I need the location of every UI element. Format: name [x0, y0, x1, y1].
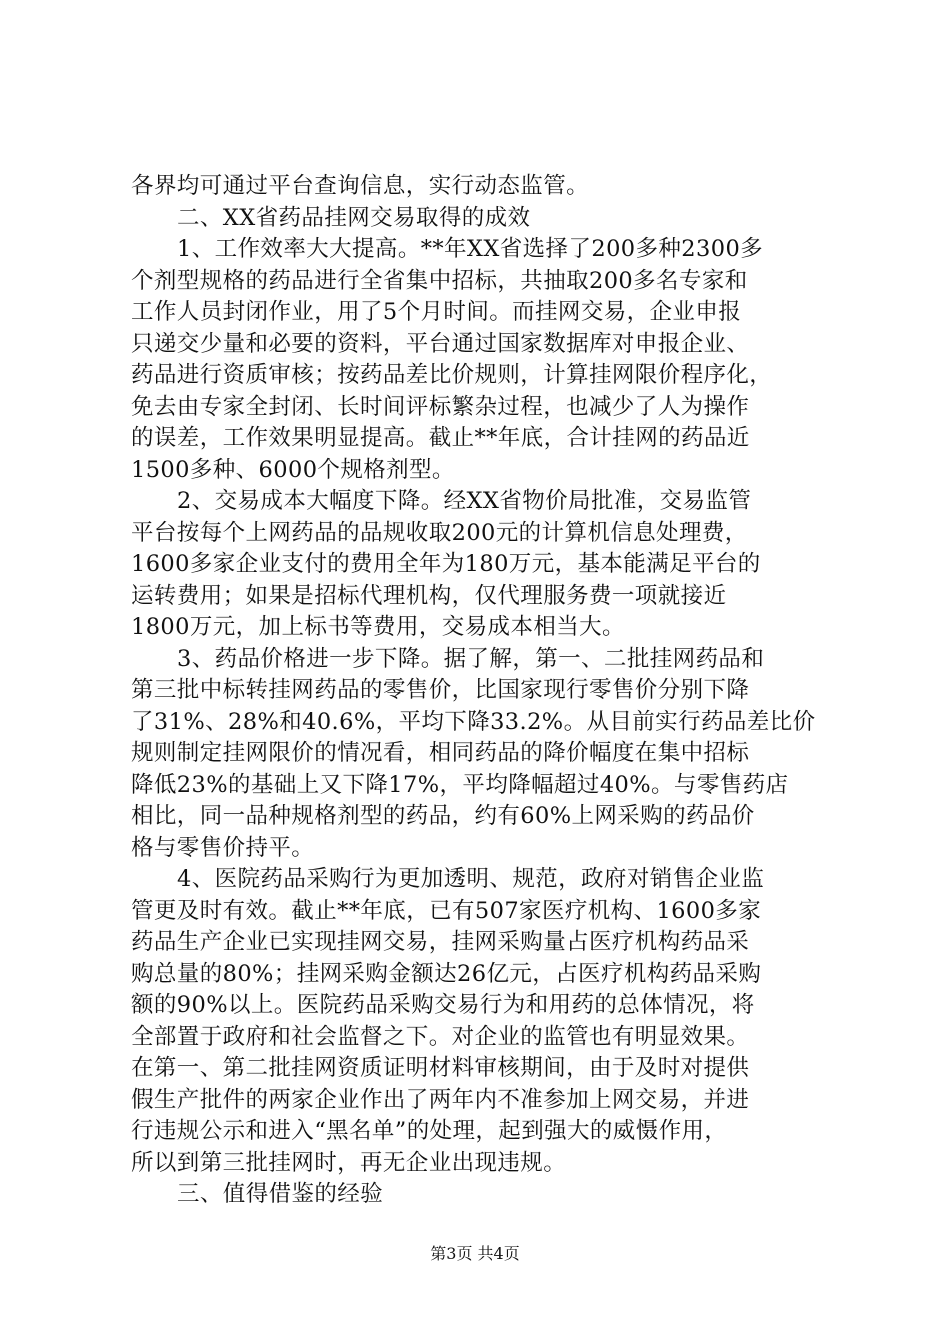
body-line: 第三批中标转挂网药品的零售价，比国家现行零售价分别下降 [131, 677, 750, 703]
body-line: 各界均可通过平台查询信息，实行动态监管。 [131, 173, 590, 199]
body-line: 的误差，工作效果明显提高。截止**年底，合计挂网的药品近 [131, 425, 750, 451]
body-line: 运转费用；如果是招标代理机构，仅代理服务费一项就接近 [131, 582, 727, 609]
body-line: 2、交易成本大幅度下降。经XX省物价局批准，交易监管 [177, 488, 752, 514]
body-line: 规则制定挂网限价的情况看，相同药品的降价幅度在集中招标 [131, 740, 750, 766]
page-footer: 第3页 共4页 [430, 1244, 520, 1263]
body-line: 1800万元，加上标书等费用，交易成本相当大。 [131, 614, 625, 640]
body-line: 管更及时有效。截止**年底，已有507家医疗机构、1600多家 [131, 897, 762, 924]
body-line: 3、药品价格进一步下降。据了解，第一、二批挂网药品和 [177, 645, 765, 672]
body-line: 行违规公示和进入“黑名单”的处理，起到强大的威慑作用， [131, 1118, 728, 1144]
body-line: 免去由专家全封闭、长时间评标繁杂过程，也减少了人为操作 [131, 393, 750, 420]
body-line: 药品生产企业已实现挂网交易，挂网采购量占医疗机构药品采 [131, 929, 750, 955]
body-line: 假生产批件的两家企业作出了两年内不准参加上网交易，并进 [131, 1086, 750, 1113]
body-line: 额的90%以上。医院药品采购交易行为和用药的总体情况，将 [131, 992, 755, 1018]
body-line: 1600多家企业支付的费用全年为180万元，基本能满足平台的 [131, 551, 761, 577]
body-line: 4、医院药品采购行为更加透明、规范，政府对销售企业监 [177, 866, 765, 892]
body-line: 降低23%的基础上又下降17%，平均降幅超过40%。与零售药店 [131, 771, 789, 798]
body-line: 平台按每个上网药品的品规收取200元的计算机信息处理费， [131, 519, 748, 546]
body-line: 1、工作效率大大提高。**年XX省选择了200多种2300多 [177, 236, 764, 262]
body-line: 格与零售价持平。 [131, 834, 315, 861]
body-line: 工作人员封闭作业，用了5个月时间。而挂网交易，企业申报 [131, 299, 742, 325]
body-line: 药品进行资质审核；按药品差比价规则，计算挂网限价程序化， [131, 362, 773, 388]
body-line: 只递交少量和必要的资料，平台通过国家数据库对申报企业、 [131, 330, 750, 357]
document-body [131, 171, 831, 1211]
body-line: 相比，同一品种规格剂型的药品，约有60%上网采购的药品价 [131, 803, 755, 829]
section-heading: 三、值得借鉴的经验 [177, 1181, 384, 1207]
section-heading: 二、XX省药品挂网交易取得的成效 [177, 204, 531, 231]
body-line: 1500多种、6000个规格剂型。 [131, 456, 455, 483]
body-line: 了31%、28%和40.6%，平均下降33.2%。从目前实行药品差比价 [131, 708, 816, 735]
body-line: 在第一、第二批挂网资质证明材料审核期间，由于及时对提供 [131, 1055, 750, 1081]
body-line: 全部置于政府和社会监督之下。对企业的监管也有明显效果。 [131, 1023, 750, 1050]
body-line: 所以到第三批挂网时，再无企业出现违规。 [131, 1149, 567, 1176]
body-line: 个剂型规格的药品进行全省集中招标，共抽取200多名专家和 [131, 267, 748, 294]
body-line: 购总量的80%；挂网采购金额达26亿元，占医疗机构药品采购 [131, 960, 762, 987]
